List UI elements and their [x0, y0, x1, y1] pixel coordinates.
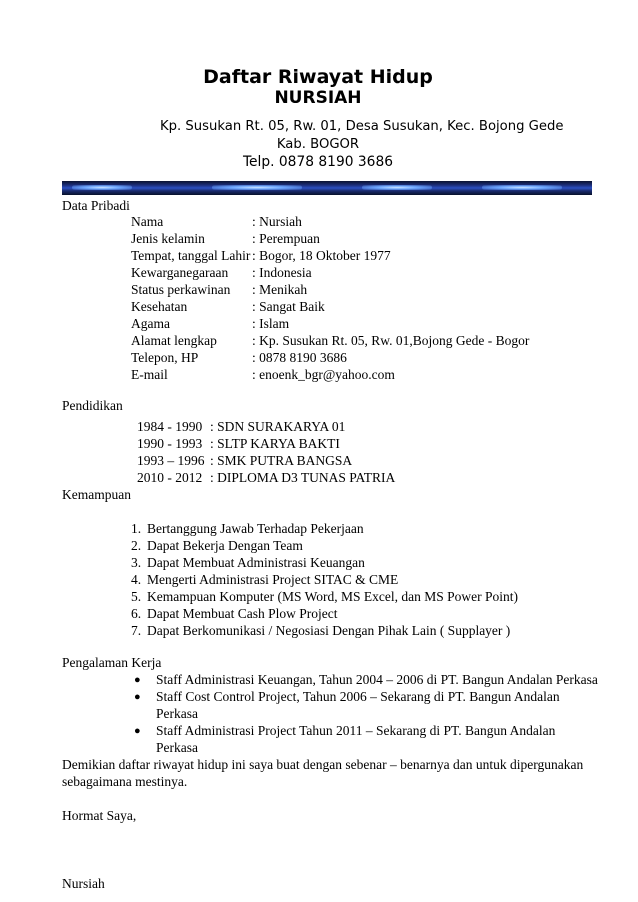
- skill-item: Dapat Membuat Cash Plow Project: [147, 606, 338, 621]
- experience-item: Staff Administrasi Keuangan, Tahun 2004 – 2006 di PT. Bangun Andalan Perkasa: [156, 672, 598, 687]
- experience-item-continuation: Perkasa: [156, 740, 198, 755]
- field-value: : Nursiah: [252, 214, 302, 229]
- field-label: Status perkawinan: [131, 282, 231, 297]
- address-line-2: Kab. BOGOR: [276, 137, 360, 152]
- phone-line: Telp. 0878 8190 3686: [242, 154, 394, 170]
- skill-item: Bertanggung Jawab Terhadap Pekerjaan: [147, 521, 364, 536]
- field-label: Jenis kelamin: [131, 231, 205, 246]
- field-label: Tempat, tanggal Lahir: [131, 248, 251, 263]
- skill-item: Dapat Bekerja Dengan Team: [147, 538, 303, 553]
- education-school: : SDN SURAKARYA 01: [210, 419, 346, 434]
- skill-item: Dapat Membuat Administrasi Keuangan: [147, 555, 365, 570]
- skill-item: Mengerti Administrasi Project SITAC & CME: [147, 572, 399, 587]
- section-heading-pengalaman: Pengalaman Kerja: [62, 655, 162, 670]
- education-years: 1990 - 1993: [137, 436, 203, 451]
- experience-item: Staff Cost Control Project, Tahun 2006 – Sekarang di PT. Bangun Andalan: [156, 689, 560, 704]
- list-number: 6.: [131, 606, 142, 621]
- section-heading-pendidikan: Pendidikan: [62, 398, 123, 413]
- signature-name: Nursiah: [62, 876, 105, 891]
- list-number: 7.: [131, 623, 142, 638]
- skill-item: Kemampuan Komputer (MS Word, MS Excel, dan MS Power Point): [147, 589, 519, 604]
- list-number: 1.: [131, 521, 142, 536]
- field-value: : Bogor, 18 Oktober 1977: [252, 248, 391, 263]
- field-value: : Menikah: [252, 282, 308, 297]
- decorative-header-rule: [62, 181, 592, 195]
- field-label: Agama: [131, 316, 170, 331]
- education-years: 2010 - 2012: [137, 470, 203, 485]
- education-school: : DIPLOMA D3 TUNAS PATRIA: [210, 470, 396, 485]
- bullet-icon: ●: [134, 725, 141, 737]
- list-number: 5.: [131, 589, 142, 604]
- education-school: : SLTP KARYA BAKTI: [210, 436, 340, 451]
- field-value: : Indonesia: [252, 265, 312, 280]
- education-years: 1993 – 1996: [137, 453, 205, 468]
- experience-item-continuation: Perkasa: [156, 706, 198, 721]
- skill-item: Dapat Berkomunikasi / Negosiasi Dengan Pihak Lain ( Supplayer ): [147, 623, 511, 638]
- field-label: Kesehatan: [131, 299, 188, 314]
- closing-statement-line-1: Demikian daftar riwayat hidup ini saya buat dengan sebenar – benarnya dan untuk dipergunakan: [62, 757, 584, 772]
- field-value: : Kp. Susukan Rt. 05, Rw. 01,Bojong Gede - Bogor: [252, 333, 530, 348]
- experience-item: Staff Administrasi Project Tahun 2011 – Sekarang di PT. Bangun Andalan: [156, 723, 556, 738]
- bullet-icon: ●: [134, 674, 141, 686]
- field-label: Alamat lengkap: [131, 333, 217, 348]
- person-name-heading: NURSIAH: [274, 88, 362, 108]
- field-label: Kewarganegaraan: [131, 265, 229, 280]
- closing-statement-line-2: sebagaimana mestinya.: [62, 774, 188, 789]
- field-label: Telepon, HP: [131, 350, 199, 365]
- field-label: E-mail: [131, 367, 168, 382]
- regards: Hormat Saya,: [62, 808, 137, 823]
- field-value: : enoenk_bgr@yahoo.com: [252, 367, 395, 382]
- section-heading-kemampuan: Kemampuan: [62, 487, 131, 502]
- field-label: Nama: [131, 214, 164, 229]
- document-title: Daftar Riwayat Hidup: [203, 66, 433, 88]
- field-value: : Sangat Baik: [252, 299, 325, 314]
- list-number: 3.: [131, 555, 142, 570]
- list-number: 4.: [131, 572, 142, 587]
- education-years: 1984 - 1990: [137, 419, 203, 434]
- field-value: : 0878 8190 3686: [252, 350, 347, 365]
- address-line-1: Kp. Susukan Rt. 05, Rw. 01, Desa Susukan, Kec. Bojong Gede: [160, 119, 564, 134]
- list-number: 2.: [131, 538, 142, 553]
- field-value: : Islam: [252, 316, 290, 331]
- education-school: : SMK PUTRA BANGSA: [210, 453, 353, 468]
- section-heading-data-pribadi: Data Pribadi: [62, 198, 130, 213]
- field-value: : Perempuan: [252, 231, 320, 246]
- bullet-icon: ●: [134, 691, 141, 703]
